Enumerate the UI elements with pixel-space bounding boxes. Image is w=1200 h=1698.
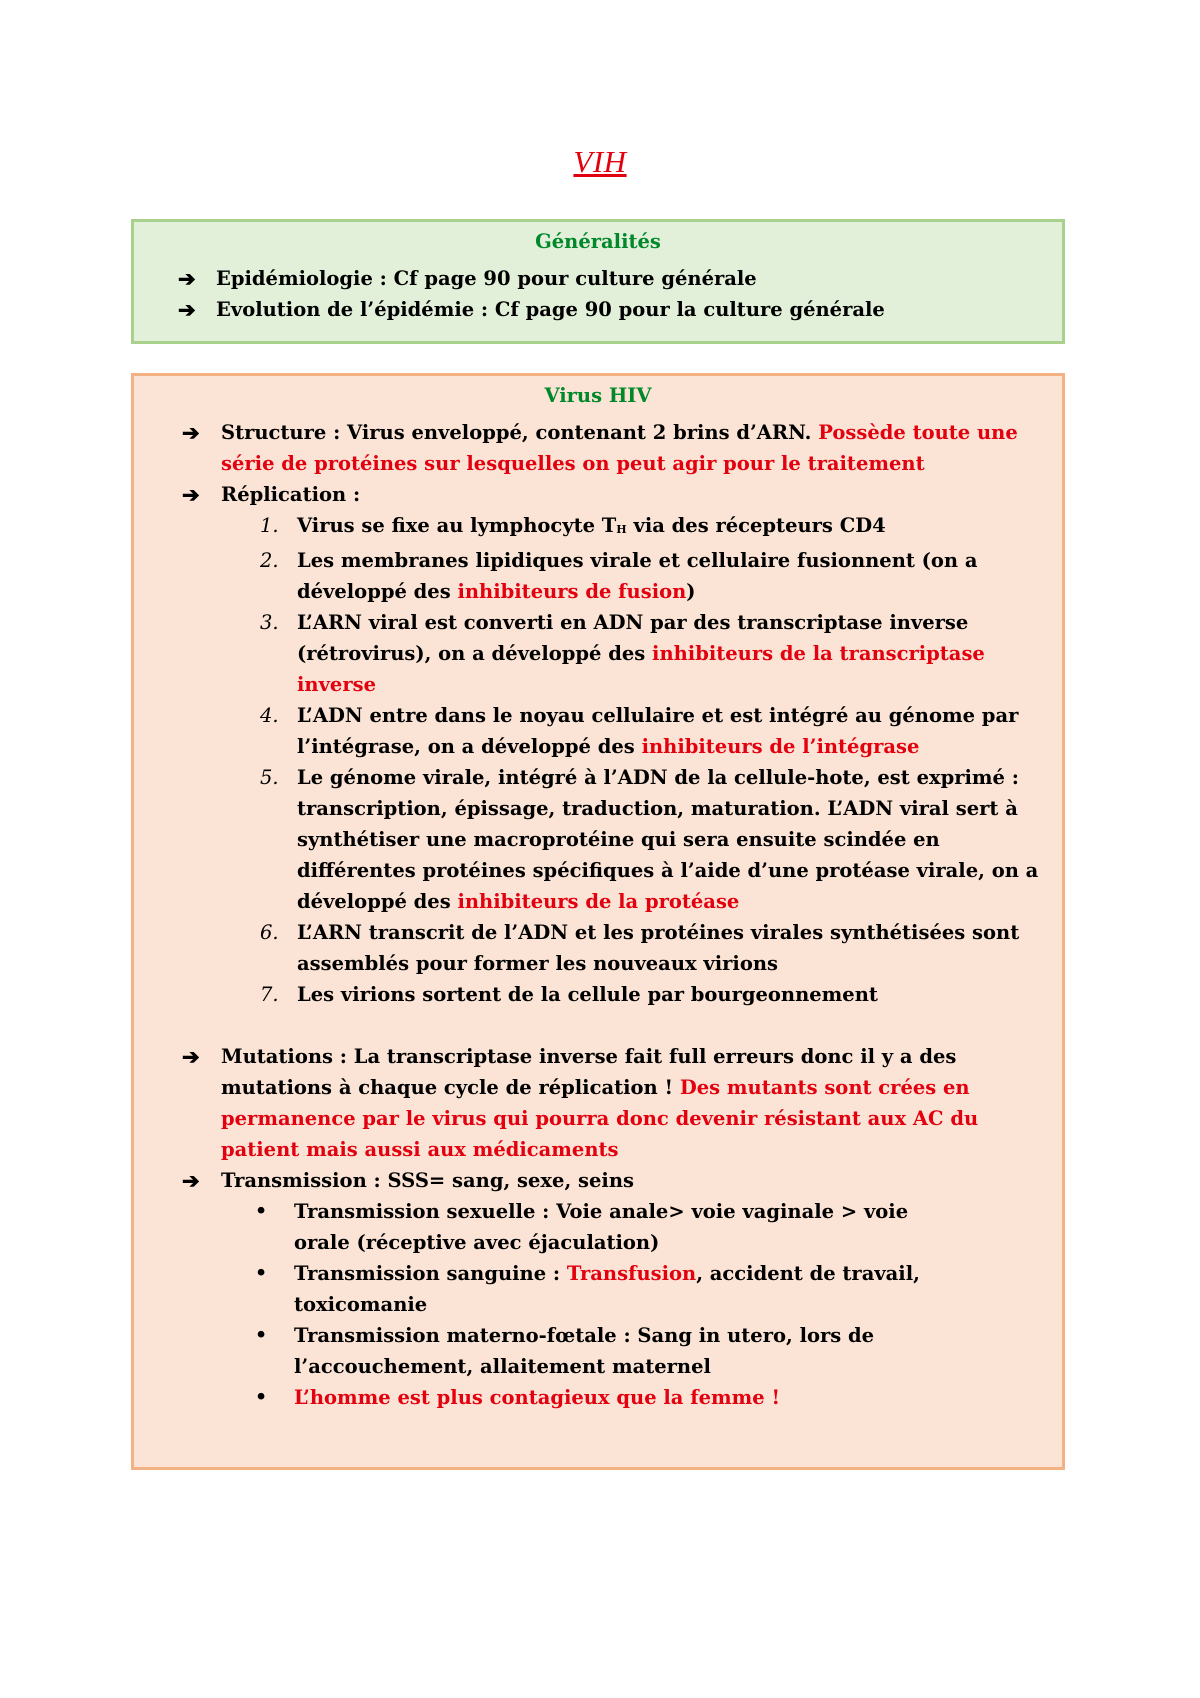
step-number: 4. [260,704,279,727]
structure-item: ➔ Structure : Virus enveloppé, contenant 2 brins d’ARN. Possède toute une série de protéines sur lesquelles on peut agir pour le traitement [134,417,1062,479]
step-subscript: H [616,523,627,536]
step-text: Virus se fixe au lymphocyte T [297,514,617,537]
bullet-icon: • [255,1262,268,1284]
step-text: L’ARN transcrit de l’ADN et les protéines virales synthétisées sont assemblés pour former les nouveaux virions [297,921,1020,975]
bullet-highlight: Transfusion [566,1262,697,1285]
arrow-right-icon: ➔ [182,1168,200,1193]
step-number: 3. [260,611,279,634]
arrow-right-icon: ➔ [182,420,200,445]
bullet-highlight: L’homme est plus contagieux que la femme ! [294,1386,781,1409]
generalites-item: ➔ Evolution de l’épidémie : Cf page 90 pour la culture générale [134,294,1062,325]
replication-step [134,979,1044,1010]
step-text-end: ) [686,580,696,603]
virus-heading: Virus HIV [544,384,652,407]
generalites-box [131,219,1065,344]
generalites-heading: Généralités [535,230,661,253]
bullet-icon: • [255,1324,268,1346]
replication-step [134,700,1044,762]
replication-step [134,607,1044,700]
step-number: 1. [260,514,279,537]
bullet-text-after: , accident de travail, toxicomanie [294,1262,920,1316]
transmission-bullet [134,1320,962,1382]
page-title: VIH [573,144,627,179]
step-number: 7. [260,983,279,1006]
step-text-after: via des récepteurs CD4 [626,514,886,537]
replication-steps [134,510,1062,1010]
step-text: Les virions sortent de la cellule par bourgeonnement [297,983,878,1006]
arrow-right-icon: ➔ [178,297,196,322]
step-text: Le génome virale, intégré à l’ADN de la cellule-hote, est exprimé : transcription, épissage, traduction, maturation. L’ADN viral sert à synthétiser une macroprotéine qui sera ensuite scindée en différentes protéines spécifiques à l’aide d’une protéase virale, on a développé des [297,766,1039,913]
transmission-bullet [134,1196,962,1258]
arrow-right-icon: ➔ [182,482,200,507]
transmission-bullet [134,1258,962,1320]
step-number: 5. [260,766,279,789]
step-highlight: inhibiteurs de fusion [457,580,687,603]
replication-step [134,545,1044,607]
step-text: L’ADN entre dans le noyau cellulaire et est intégré au génome par l’intégrase, on a développé des [297,704,1019,758]
replication-step [134,510,1044,545]
step-text: L’ARN viral est converti en ADN par des transcriptase inverse (rétrovirus), on a développé des [297,611,969,665]
replication-item: ➔ Réplication : [134,479,1062,510]
virus-box [131,373,1065,1470]
bullet-text: Transmission sexuelle : Voie anale> voie vaginale > voie orale (réceptive avec éjaculation) [294,1200,909,1254]
replication-step [134,917,1044,979]
bullet-icon: • [255,1200,268,1222]
step-number: 2. [260,549,279,572]
step-highlight: inhibiteurs de l’intégrase [641,735,920,758]
transmission-item: ➔ Transmission : SSS= sang, sexe, seins [134,1165,1062,1196]
bullet-text: Transmission materno-fœtale : Sang in utero, lors de l’accouchement, allaitement maternel [294,1324,875,1378]
replication-step [134,762,1044,917]
arrow-right-icon: ➔ [182,1044,200,1069]
step-highlight: inhibiteurs de la transcriptase inverse [297,642,985,696]
generalites-item: ➔ Epidémiologie : Cf page 90 pour culture générale [134,263,1062,294]
arrow-right-icon: ➔ [178,266,196,291]
step-highlight: inhibiteurs de la protéase [457,890,740,913]
transmission-bullet [134,1382,962,1413]
transmission-bullets [134,1196,1062,1413]
bullet-icon: • [255,1386,268,1408]
bullet-text: Transmission sanguine : [294,1262,567,1285]
step-text: Les membranes lipidiques virale et cellulaire fusionnent (on a développé des [297,549,978,603]
step-number: 6. [260,921,279,944]
mutations-item: ➔ Mutations : La transcriptase inverse fait full erreurs donc il y a des mutations à chaque cycle de réplication ! Des mutants sont crées en permanence par le virus qui pourra donc devenir résistant aux AC du patient mais aussi aux médicaments [134,1041,1062,1165]
